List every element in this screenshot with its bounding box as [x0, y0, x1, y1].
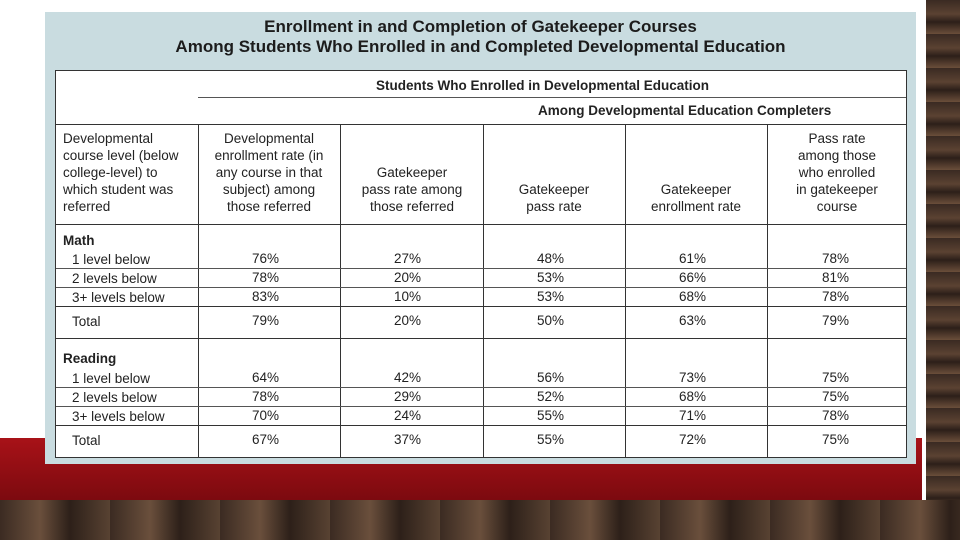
title-line-1: Enrollment in and Completion of Gatekeeper Courses [264, 17, 697, 36]
table-cell: 66% [679, 270, 707, 285]
data-table [55, 70, 907, 458]
table-cell: 20% [394, 270, 422, 285]
table-cell: 20% [394, 313, 422, 328]
column-header-pass-rate-enrolled: Pass rate among those who enrolled in gatekeeper course [796, 131, 878, 214]
table-cell: 53% [537, 289, 565, 304]
row-label: 3+ levels below [72, 290, 165, 305]
table-cell: 61% [679, 251, 707, 266]
row-label: 2 levels below [72, 390, 157, 405]
table-cell: 55% [537, 432, 565, 447]
header-bottom-border [56, 224, 906, 225]
row-label: 3+ levels below [72, 409, 165, 424]
row-label-total: Total [72, 433, 101, 448]
table-cell: 71% [679, 408, 707, 423]
table-cell: 29% [394, 389, 422, 404]
row-label: 1 level below [72, 252, 151, 267]
table-cell: 75% [822, 389, 850, 404]
group-header-enrolled: Students Who Enrolled in Developmental Education [376, 78, 710, 93]
column-header-gatekeeper-enrollment: Gatekeeper enrollment rate [650, 182, 742, 214]
row-divider [56, 287, 906, 288]
table-cell: 78% [252, 389, 280, 404]
table-cell: 78% [822, 408, 850, 423]
row-divider [56, 425, 906, 426]
table-cell: 67% [252, 432, 280, 447]
group-header-completers: Among Developmental Education Completers [538, 103, 832, 118]
table-cell: 27% [394, 251, 422, 266]
header-divider [56, 124, 906, 125]
table-cell: 72% [679, 432, 707, 447]
row-divider [56, 387, 906, 388]
row-label: 1 level below [72, 371, 151, 386]
column-divider [340, 124, 341, 457]
table-cell: 79% [822, 313, 850, 328]
divider [198, 97, 906, 98]
table-cell: 64% [252, 370, 280, 385]
table-cell: 56% [537, 370, 565, 385]
table-cell: 76% [252, 251, 280, 266]
table-cell: 53% [537, 270, 565, 285]
table-cell: 63% [679, 313, 707, 328]
table-cell: 48% [537, 251, 565, 266]
table-cell: 68% [679, 289, 707, 304]
section-label-reading: Reading [63, 351, 117, 366]
table-cell: 50% [537, 313, 565, 328]
row-divider [56, 306, 906, 307]
column-header-pass-rate-referred: Gatekeeper pass rate among those referred [361, 165, 463, 214]
section-label-math: Math [63, 233, 95, 248]
table-cell: 75% [822, 432, 850, 447]
table-cell: 83% [252, 289, 280, 304]
column-header-course-level: Developmental course level (below college-level) to which student was referred [63, 131, 179, 214]
row-divider [56, 406, 906, 407]
row-label: 2 levels below [72, 271, 157, 286]
table-cell: 42% [394, 370, 422, 385]
table-cell: 24% [394, 408, 422, 423]
table-cell: 78% [252, 270, 280, 285]
column-divider [625, 124, 626, 457]
row-divider [56, 268, 906, 269]
table-cell: 10% [394, 289, 422, 304]
table-cell: 70% [252, 408, 280, 423]
column-divider [767, 124, 768, 457]
row-label-total: Total [72, 314, 101, 329]
title-line-2: Among Students Who Enrolled in and Completed Developmental Education [175, 37, 786, 56]
table-cell: 79% [252, 313, 280, 328]
table-cell: 37% [394, 432, 422, 447]
background-brick-bottom [0, 500, 960, 540]
column-header-pass-rate: Gatekeeper pass rate [518, 182, 590, 214]
table-cell: 78% [822, 289, 850, 304]
table-cell: 81% [822, 270, 850, 285]
table-cell: 55% [537, 408, 565, 423]
background-brick-right [926, 0, 960, 540]
table-cell: 68% [679, 389, 707, 404]
column-divider [198, 124, 199, 457]
column-header-enrollment-rate: Developmental enrollment rate (in any course in that subject) among those referred [214, 131, 324, 214]
section-divider [56, 338, 906, 339]
table-cell: 75% [822, 370, 850, 385]
column-divider [483, 124, 484, 457]
table-cell: 73% [679, 370, 707, 385]
table-cell: 78% [822, 251, 850, 266]
table-cell: 52% [537, 389, 565, 404]
